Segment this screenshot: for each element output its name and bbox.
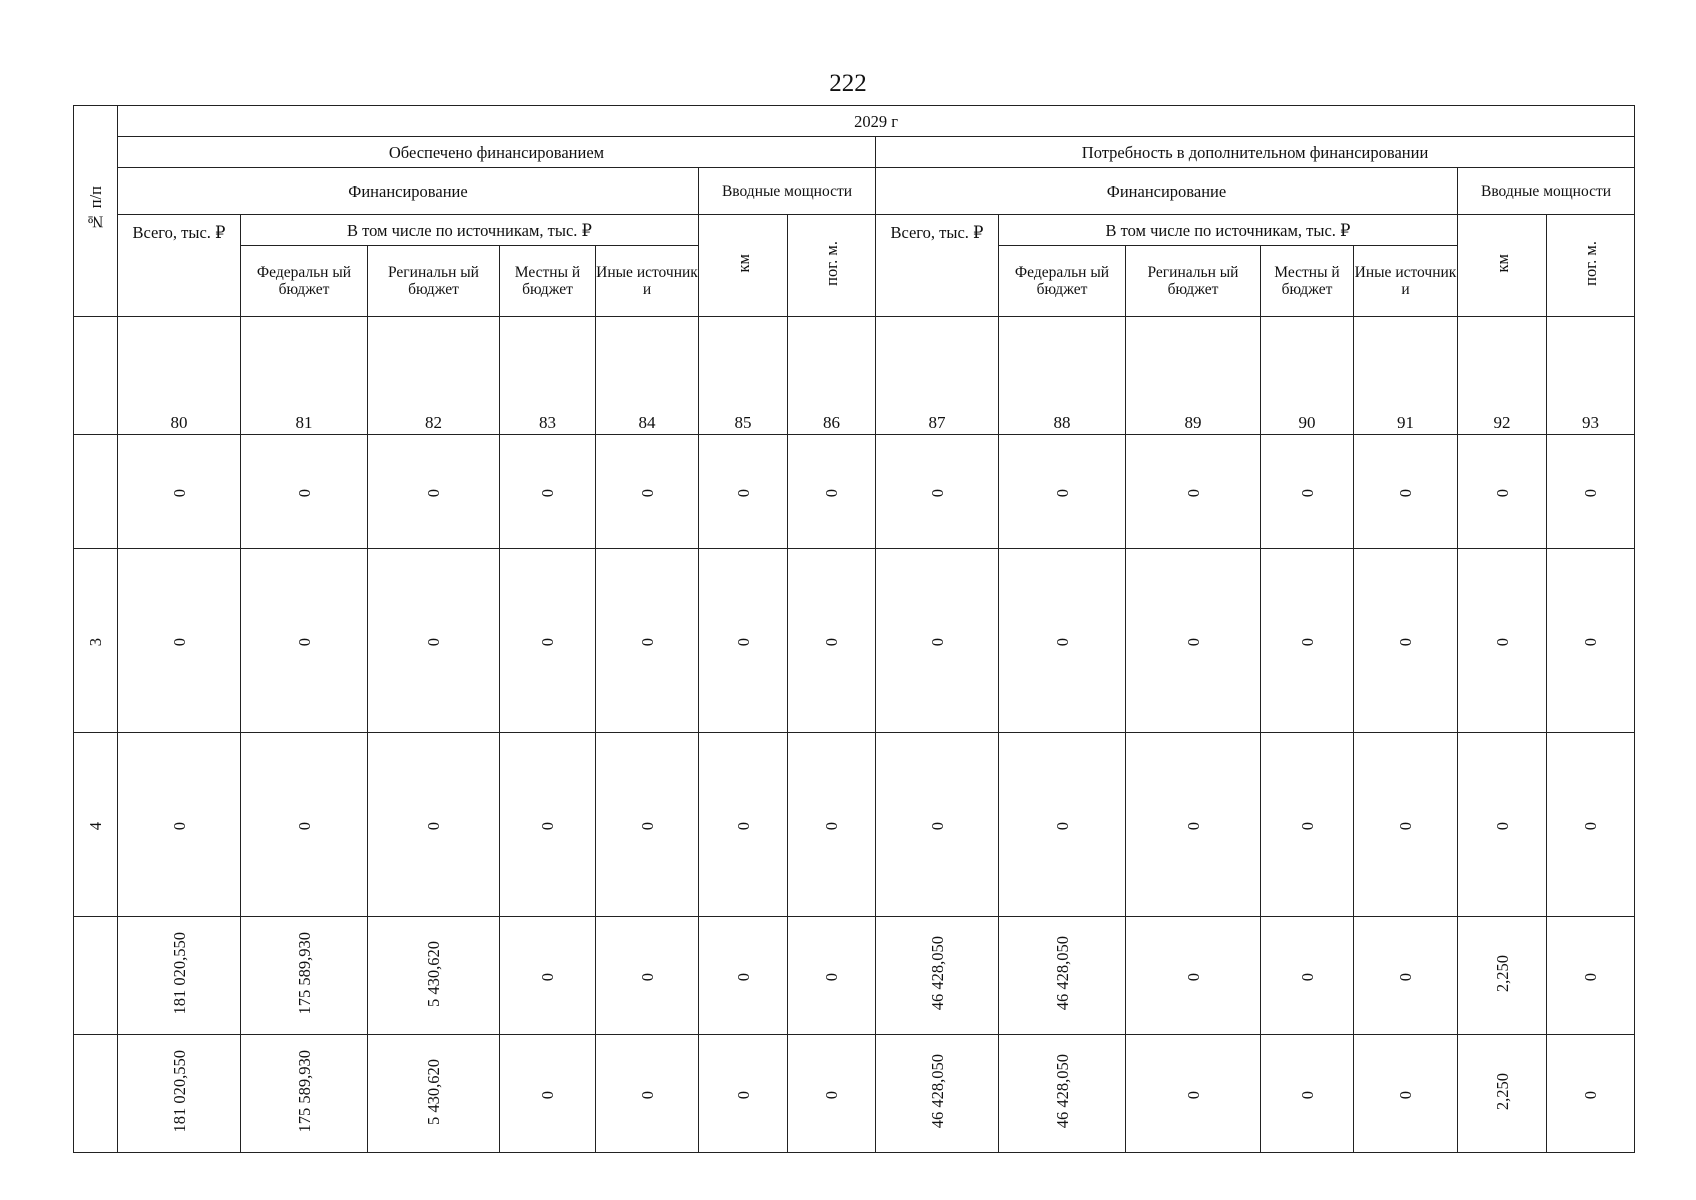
row-number-cell xyxy=(74,1035,118,1153)
data-cell: 46 428,050 xyxy=(876,917,999,1035)
column-number-row xyxy=(74,317,1635,435)
regional-header: Регинальн ый бюджет xyxy=(368,246,500,317)
local-header: Местны й бюджет xyxy=(1261,246,1354,317)
table-row xyxy=(74,549,1635,733)
data-cell: 0 xyxy=(788,733,876,917)
data-cell: 0 xyxy=(699,1035,788,1153)
data-cell: 0 xyxy=(788,1035,876,1153)
data-cell: 0 xyxy=(241,549,368,733)
data-cell: 0 xyxy=(1354,917,1458,1035)
financing-table xyxy=(73,105,1635,1153)
data-cell: 0 xyxy=(1261,917,1354,1035)
data-cell: 0 xyxy=(1126,1035,1261,1153)
data-cell: 0 xyxy=(999,733,1126,917)
data-cell: 0 xyxy=(1261,733,1354,917)
data-cell: 0 xyxy=(1261,1035,1354,1153)
table-row xyxy=(74,733,1635,917)
data-cell: 0 xyxy=(699,435,788,549)
data-cell: 46 428,050 xyxy=(999,917,1126,1035)
data-cell: 0 xyxy=(1354,549,1458,733)
data-cell: 0 xyxy=(368,733,500,917)
data-cell: 0 xyxy=(788,435,876,549)
data-cell: 0 xyxy=(368,435,500,549)
capacity-header: Вводные мощности xyxy=(699,168,876,215)
data-cell: 0 xyxy=(1547,1035,1635,1153)
local-header: Местны й бюджет xyxy=(500,246,596,317)
data-cell: 0 xyxy=(876,733,999,917)
table-row xyxy=(74,1035,1635,1153)
data-cell: 0 xyxy=(596,917,699,1035)
column-number-cell xyxy=(74,317,118,435)
data-cell: 0 xyxy=(699,917,788,1035)
total-header: Всего, тыс. ₽ xyxy=(876,215,999,317)
column-number-cell: 84 xyxy=(596,317,699,435)
data-cell: 0 xyxy=(596,549,699,733)
data-cell: 0 xyxy=(876,435,999,549)
other-header: Иные источник и xyxy=(1354,246,1458,317)
data-cell: 0 xyxy=(788,917,876,1035)
pog-m-header: пог. м. xyxy=(788,215,876,317)
data-cell: 0 xyxy=(500,1035,596,1153)
data-cell: 0 xyxy=(1458,435,1547,549)
sources-header: В том числе по источникам, тыс. ₽ xyxy=(999,215,1458,246)
data-cell: 0 xyxy=(999,435,1126,549)
capacity-header: Вводные мощности xyxy=(1458,168,1635,215)
federal-header: Федеральн ый бюджет xyxy=(999,246,1126,317)
data-cell: 0 xyxy=(1354,733,1458,917)
data-cell: 0 xyxy=(1354,435,1458,549)
group-funded-header: Обеспечено финансированием xyxy=(118,137,876,168)
data-cell: 0 xyxy=(500,917,596,1035)
column-number-cell: 83 xyxy=(500,317,596,435)
table-row xyxy=(74,917,1635,1035)
column-number-cell: 80 xyxy=(118,317,241,435)
data-cell: 0 xyxy=(596,733,699,917)
data-cell: 181 020,550 xyxy=(118,1035,241,1153)
row-number-cell: 3 xyxy=(74,549,118,733)
data-cell: 0 xyxy=(1458,549,1547,733)
data-cell: 0 xyxy=(118,549,241,733)
data-cell: 0 xyxy=(118,435,241,549)
group-additional-header: Потребность в дополнительном финансировании xyxy=(876,137,1635,168)
data-cell: 0 xyxy=(1547,917,1635,1035)
column-number-cell: 88 xyxy=(999,317,1126,435)
column-number-cell: 92 xyxy=(1458,317,1547,435)
data-cell: 0 xyxy=(596,1035,699,1153)
km-header: км xyxy=(1458,215,1547,317)
data-cell: 0 xyxy=(1126,435,1261,549)
data-cell: 0 xyxy=(1261,549,1354,733)
column-number-cell: 89 xyxy=(1126,317,1261,435)
data-cell: 46 428,050 xyxy=(999,1035,1126,1153)
table-row xyxy=(74,435,1635,549)
data-cell: 5 430,620 xyxy=(368,1035,500,1153)
km-header: км xyxy=(699,215,788,317)
data-cell: 0 xyxy=(241,733,368,917)
data-cell: 0 xyxy=(1547,549,1635,733)
data-cell: 0 xyxy=(1126,733,1261,917)
data-cell: 0 xyxy=(999,549,1126,733)
data-cell: 0 xyxy=(368,549,500,733)
data-cell: 0 xyxy=(699,733,788,917)
data-cell: 0 xyxy=(876,549,999,733)
other-header: Иные источник и xyxy=(596,246,699,317)
column-number-cell: 81 xyxy=(241,317,368,435)
data-cell: 0 xyxy=(500,733,596,917)
data-cell: 2,250 xyxy=(1458,917,1547,1035)
row-number-cell xyxy=(74,917,118,1035)
data-cell: 0 xyxy=(788,549,876,733)
data-cell: 2,250 xyxy=(1458,1035,1547,1153)
column-number-cell: 82 xyxy=(368,317,500,435)
data-cell: 181 020,550 xyxy=(118,917,241,1035)
data-cell: 0 xyxy=(596,435,699,549)
data-cell: 0 xyxy=(699,549,788,733)
regional-header: Регинальн ый бюджет xyxy=(1126,246,1261,317)
federal-header: Федеральн ый бюджет xyxy=(241,246,368,317)
sources-header: В том числе по источникам, тыс. ₽ xyxy=(241,215,699,246)
data-cell: 0 xyxy=(1547,733,1635,917)
row-number-cell: 4 xyxy=(74,733,118,917)
data-cell: 0 xyxy=(500,549,596,733)
column-number-cell: 90 xyxy=(1261,317,1354,435)
data-cell: 0 xyxy=(1354,1035,1458,1153)
financing-header: Финансирование xyxy=(876,168,1458,215)
column-number-cell: 91 xyxy=(1354,317,1458,435)
page-number: 222 xyxy=(829,70,867,97)
data-cell: 0 xyxy=(1126,917,1261,1035)
year-header: 2029 г xyxy=(118,106,1635,137)
financing-header: Финансирование xyxy=(118,168,699,215)
data-cell: 0 xyxy=(1126,549,1261,733)
column-number-cell: 85 xyxy=(699,317,788,435)
data-cell: 175 589,930 xyxy=(241,1035,368,1153)
column-number-cell: 93 xyxy=(1547,317,1635,435)
total-header: Всего, тыс. ₽ xyxy=(118,215,241,317)
data-cell: 0 xyxy=(500,435,596,549)
data-cell: 0 xyxy=(241,435,368,549)
data-cell: 0 xyxy=(118,733,241,917)
data-cell: 0 xyxy=(1547,435,1635,549)
pog-m-header: пог. м. xyxy=(1547,215,1635,317)
data-cell: 175 589,930 xyxy=(241,917,368,1035)
data-cell: 0 xyxy=(1261,435,1354,549)
data-cell: 0 xyxy=(1458,733,1547,917)
row-number-cell xyxy=(74,435,118,549)
data-cell: 5 430,620 xyxy=(368,917,500,1035)
column-number-cell: 86 xyxy=(788,317,876,435)
column-number-cell: 87 xyxy=(876,317,999,435)
data-cell: 46 428,050 xyxy=(876,1035,999,1153)
row-number-header: № п/п xyxy=(74,106,118,317)
